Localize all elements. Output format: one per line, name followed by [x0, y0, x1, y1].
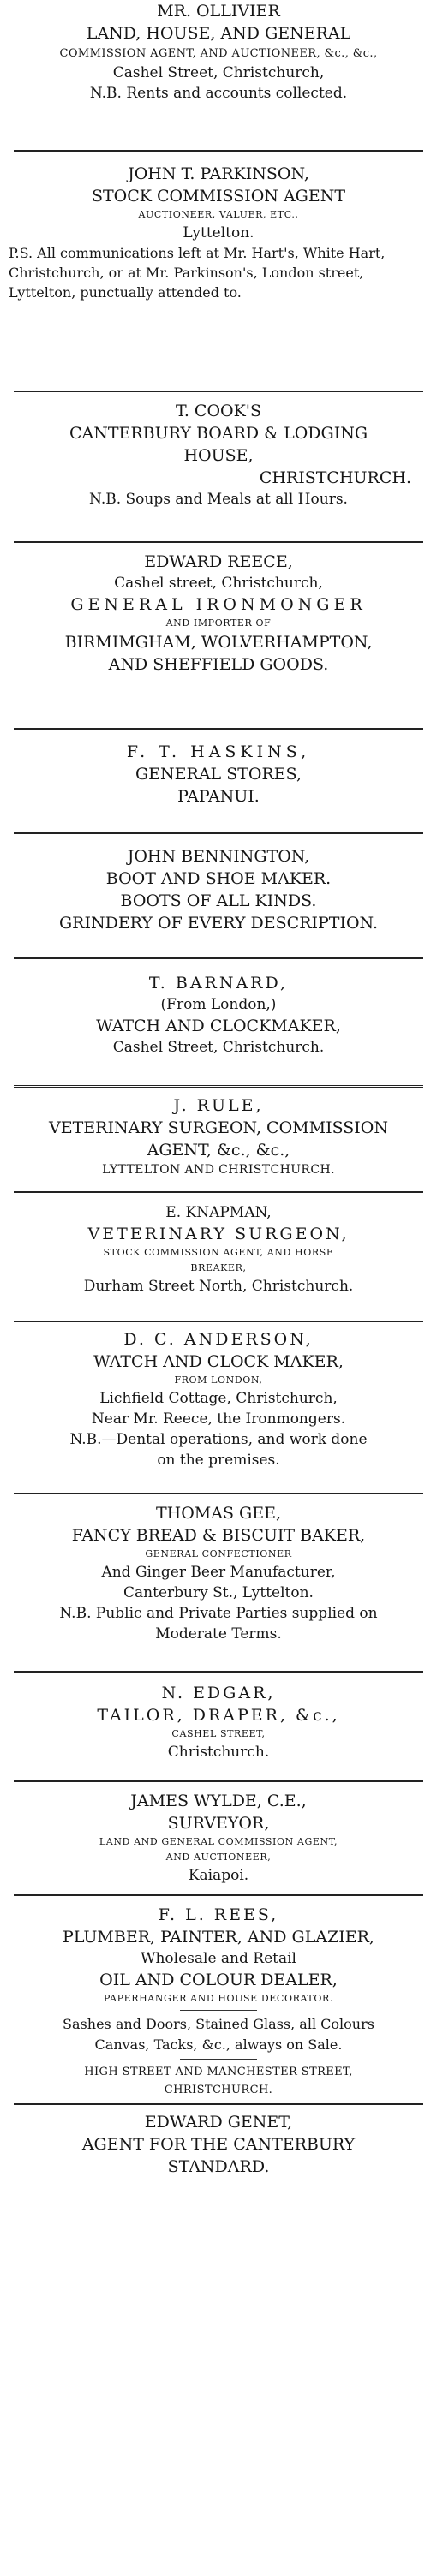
ad-parkinson — [9, 154, 428, 388]
ad-ollivier — [9, 0, 428, 147]
ad-name: EDWARD REECE, — [144, 552, 293, 571]
ad-wylde — [9, 1785, 428, 1892]
ad-line: And Ginger Beer Manufacturer, — [101, 1564, 336, 1581]
divider — [14, 1085, 423, 1089]
ad-rees — [9, 1899, 428, 2101]
ad-line: Wholesale and Retail — [141, 1950, 296, 1967]
ad-line: Near Mr. Reece, the Ironmongers. — [91, 1410, 346, 1428]
ad-line: Moderate Terms. — [155, 1625, 282, 1643]
divider — [14, 1780, 423, 1782]
ad-line: CHRISTCHURCH. — [259, 468, 411, 487]
ad-line: PAPANUI. — [177, 787, 260, 806]
divider — [14, 957, 423, 959]
ad-name: E. KNAPMAN, — [165, 1204, 272, 1221]
ad-gee — [9, 1497, 428, 1668]
divider — [14, 1321, 423, 1322]
ad-line: AGENT FOR THE CANTERBURY — [81, 2135, 356, 2154]
ad-line: CANTERBURY BOARD & LODGING — [69, 424, 368, 443]
ad-line: STOCK COMMISSION AGENT, AND HORSE — [103, 1247, 334, 1258]
ad-name: D. C. ANDERSON, — [123, 1330, 314, 1349]
ad-line: LYTTELTON AND CHRISTCHURCH. — [102, 1163, 335, 1177]
ad-line: GRINDERY OF EVERY DESCRIPTION. — [58, 914, 379, 933]
ad-line: BOOT AND SHOE MAKER. — [105, 869, 332, 888]
ad-name: F. L. REES, — [158, 1905, 279, 1924]
ad-line: Christchurch. — [167, 1744, 270, 1761]
ad-line: AGENT, &c., &c., — [147, 1141, 290, 1160]
ad-line: WATCH AND CLOCK MAKER, — [93, 1352, 344, 1371]
divider — [14, 1671, 423, 1673]
ad-line: Kaiapoi. — [188, 1867, 249, 1884]
ad-line: HIGH STREET AND MANCHESTER STREET, — [84, 2066, 353, 2078]
divider — [14, 1493, 423, 1494]
ad-name: EDWARD GENET, — [144, 2113, 293, 2132]
ad-line: LAND AND GENERAL COMMISSION AGENT, — [99, 1836, 338, 1847]
ad-line: GENERAL CONFECTIONER — [145, 1548, 292, 1559]
ad-line: STOCK COMMISSION AGENT — [91, 187, 346, 206]
ad-line: SURVEYOR, — [167, 1814, 270, 1833]
ad-name: T. BARNARD, — [148, 974, 289, 993]
ad-line: PAPERHANGER AND HOUSE DECORATOR. — [104, 1993, 333, 2004]
ad-name: JOHN BENNINGTON, — [127, 847, 310, 866]
ad-line: WATCH AND CLOCKMAKER, — [96, 1017, 341, 1035]
ad-bennington — [9, 837, 428, 955]
ad-line: VETERINARY SURGEON, COMMISSION — [49, 1118, 388, 1137]
ad-genet — [9, 2108, 428, 2183]
ad-line: Sashes and Doors, Stained Glass, all Colours — [63, 2016, 374, 2032]
ad-line: AND SHEFFIELD GOODS. — [108, 655, 329, 674]
ad-reece — [9, 546, 428, 725]
ad-line: N.B. Soups and Meals at all Hours. — [89, 491, 348, 508]
ad-line: BIRMIMGHAM, WOLVERHAMPTON, — [64, 633, 373, 652]
ad-line: FANCY BREAD & BISCUIT BAKER, — [71, 1526, 366, 1545]
short-rule — [180, 2010, 257, 2011]
ad-line: GENERAL STORES, — [135, 765, 302, 784]
ad-line: Durham Street North, Christchurch. — [83, 1278, 354, 1295]
ad-name: F. T. HASKINS, — [126, 742, 311, 761]
ad-line: LAND, HOUSE, AND GENERAL — [86, 24, 351, 43]
ad-edgar — [9, 1675, 428, 1778]
ad-line: (From London,) — [160, 996, 277, 1013]
ad-line: Canvas, Tacks, &c., always on Sale. — [94, 2036, 343, 2053]
divider — [14, 2103, 423, 2105]
ad-name: T. COOK'S — [175, 402, 262, 420]
ad-line: OIL AND COLOUR DEALER, — [99, 1971, 338, 1989]
ad-line: N.B. Public and Private Parties supplied on — [59, 1605, 378, 1622]
ad-line: PLUMBER, PAINTER, AND GLAZIER, — [63, 1928, 374, 1947]
ad-line: Cashel street, Christchurch, — [114, 575, 323, 592]
ad-line: HOUSE, — [183, 446, 254, 465]
ad-line: Lyttelton. — [183, 224, 254, 242]
ad-line: N.B.—Dental operations, and work done — [69, 1431, 368, 1448]
ad-name: JOHN T. PARKINSON, — [128, 164, 309, 183]
ad-line: CHRISTCHURCH. — [164, 2084, 273, 2096]
ad-line: Lichfield Cottage, Christchurch, — [99, 1390, 338, 1407]
ad-name: N. EDGAR, — [161, 1684, 276, 1702]
ad-rule — [9, 1091, 428, 1189]
ad-cook — [9, 395, 428, 539]
ad-line: STANDARD. — [167, 2157, 270, 2176]
ad-line: BREAKER, — [190, 1262, 247, 1273]
ad-line: BOOTS OF ALL KINDS. — [120, 891, 317, 910]
ad-name: JAMES WYLDE, C.E., — [130, 1792, 307, 1810]
divider — [14, 541, 423, 543]
ad-note: P.S. All communications left at Mr. Hart's, White Hart, Christchurch, or at Mr. Parkinson's, London street, Lyttelton, punctually attended to. — [9, 245, 386, 301]
divider — [14, 150, 423, 152]
ad-line: AUCTIONEER, VALUER, ETC., — [138, 209, 299, 220]
ad-line: Canterbury St., Lyttelton. — [123, 1584, 314, 1601]
ad-barnard — [9, 962, 428, 1083]
ad-name: THOMAS GEE, — [155, 1504, 281, 1523]
ad-line: CASHEL STREET, — [171, 1728, 266, 1739]
ad-line: Cashel Street, Christchurch. — [112, 1039, 325, 1056]
ad-line: Cashel Street, Christchurch, — [112, 64, 325, 81]
ad-name: J. RULE, — [173, 1096, 264, 1115]
ad-line: AND IMPORTER OF — [165, 617, 272, 629]
ad-name: MR. OLLIVIER — [157, 2, 280, 21]
ad-line: AND AUCTIONEER, — [165, 1852, 272, 1863]
ad-haskins — [9, 732, 428, 830]
ad-knapman — [9, 1196, 428, 1318]
short-rule — [180, 2059, 257, 2060]
ad-line: COMMISSION AGENT, AND AUCTIONEER, &c., &c., — [59, 47, 378, 60]
ad-line: GENERAL IRONMONGER — [70, 595, 367, 614]
ad-line: N.B. Rents and accounts collected. — [89, 85, 348, 102]
divider — [14, 832, 423, 834]
ad-line: on the premises. — [157, 1452, 280, 1469]
ad-line: VETERINARY SURGEON, — [87, 1225, 350, 1243]
ad-line: TAILOR, DRAPER, &c., — [97, 1706, 340, 1725]
divider — [14, 391, 423, 392]
divider — [14, 1894, 423, 1896]
ad-line: FROM LONDON, — [174, 1374, 263, 1386]
ad-anderson — [9, 1325, 428, 1490]
divider — [14, 728, 423, 730]
divider — [14, 1191, 423, 1193]
